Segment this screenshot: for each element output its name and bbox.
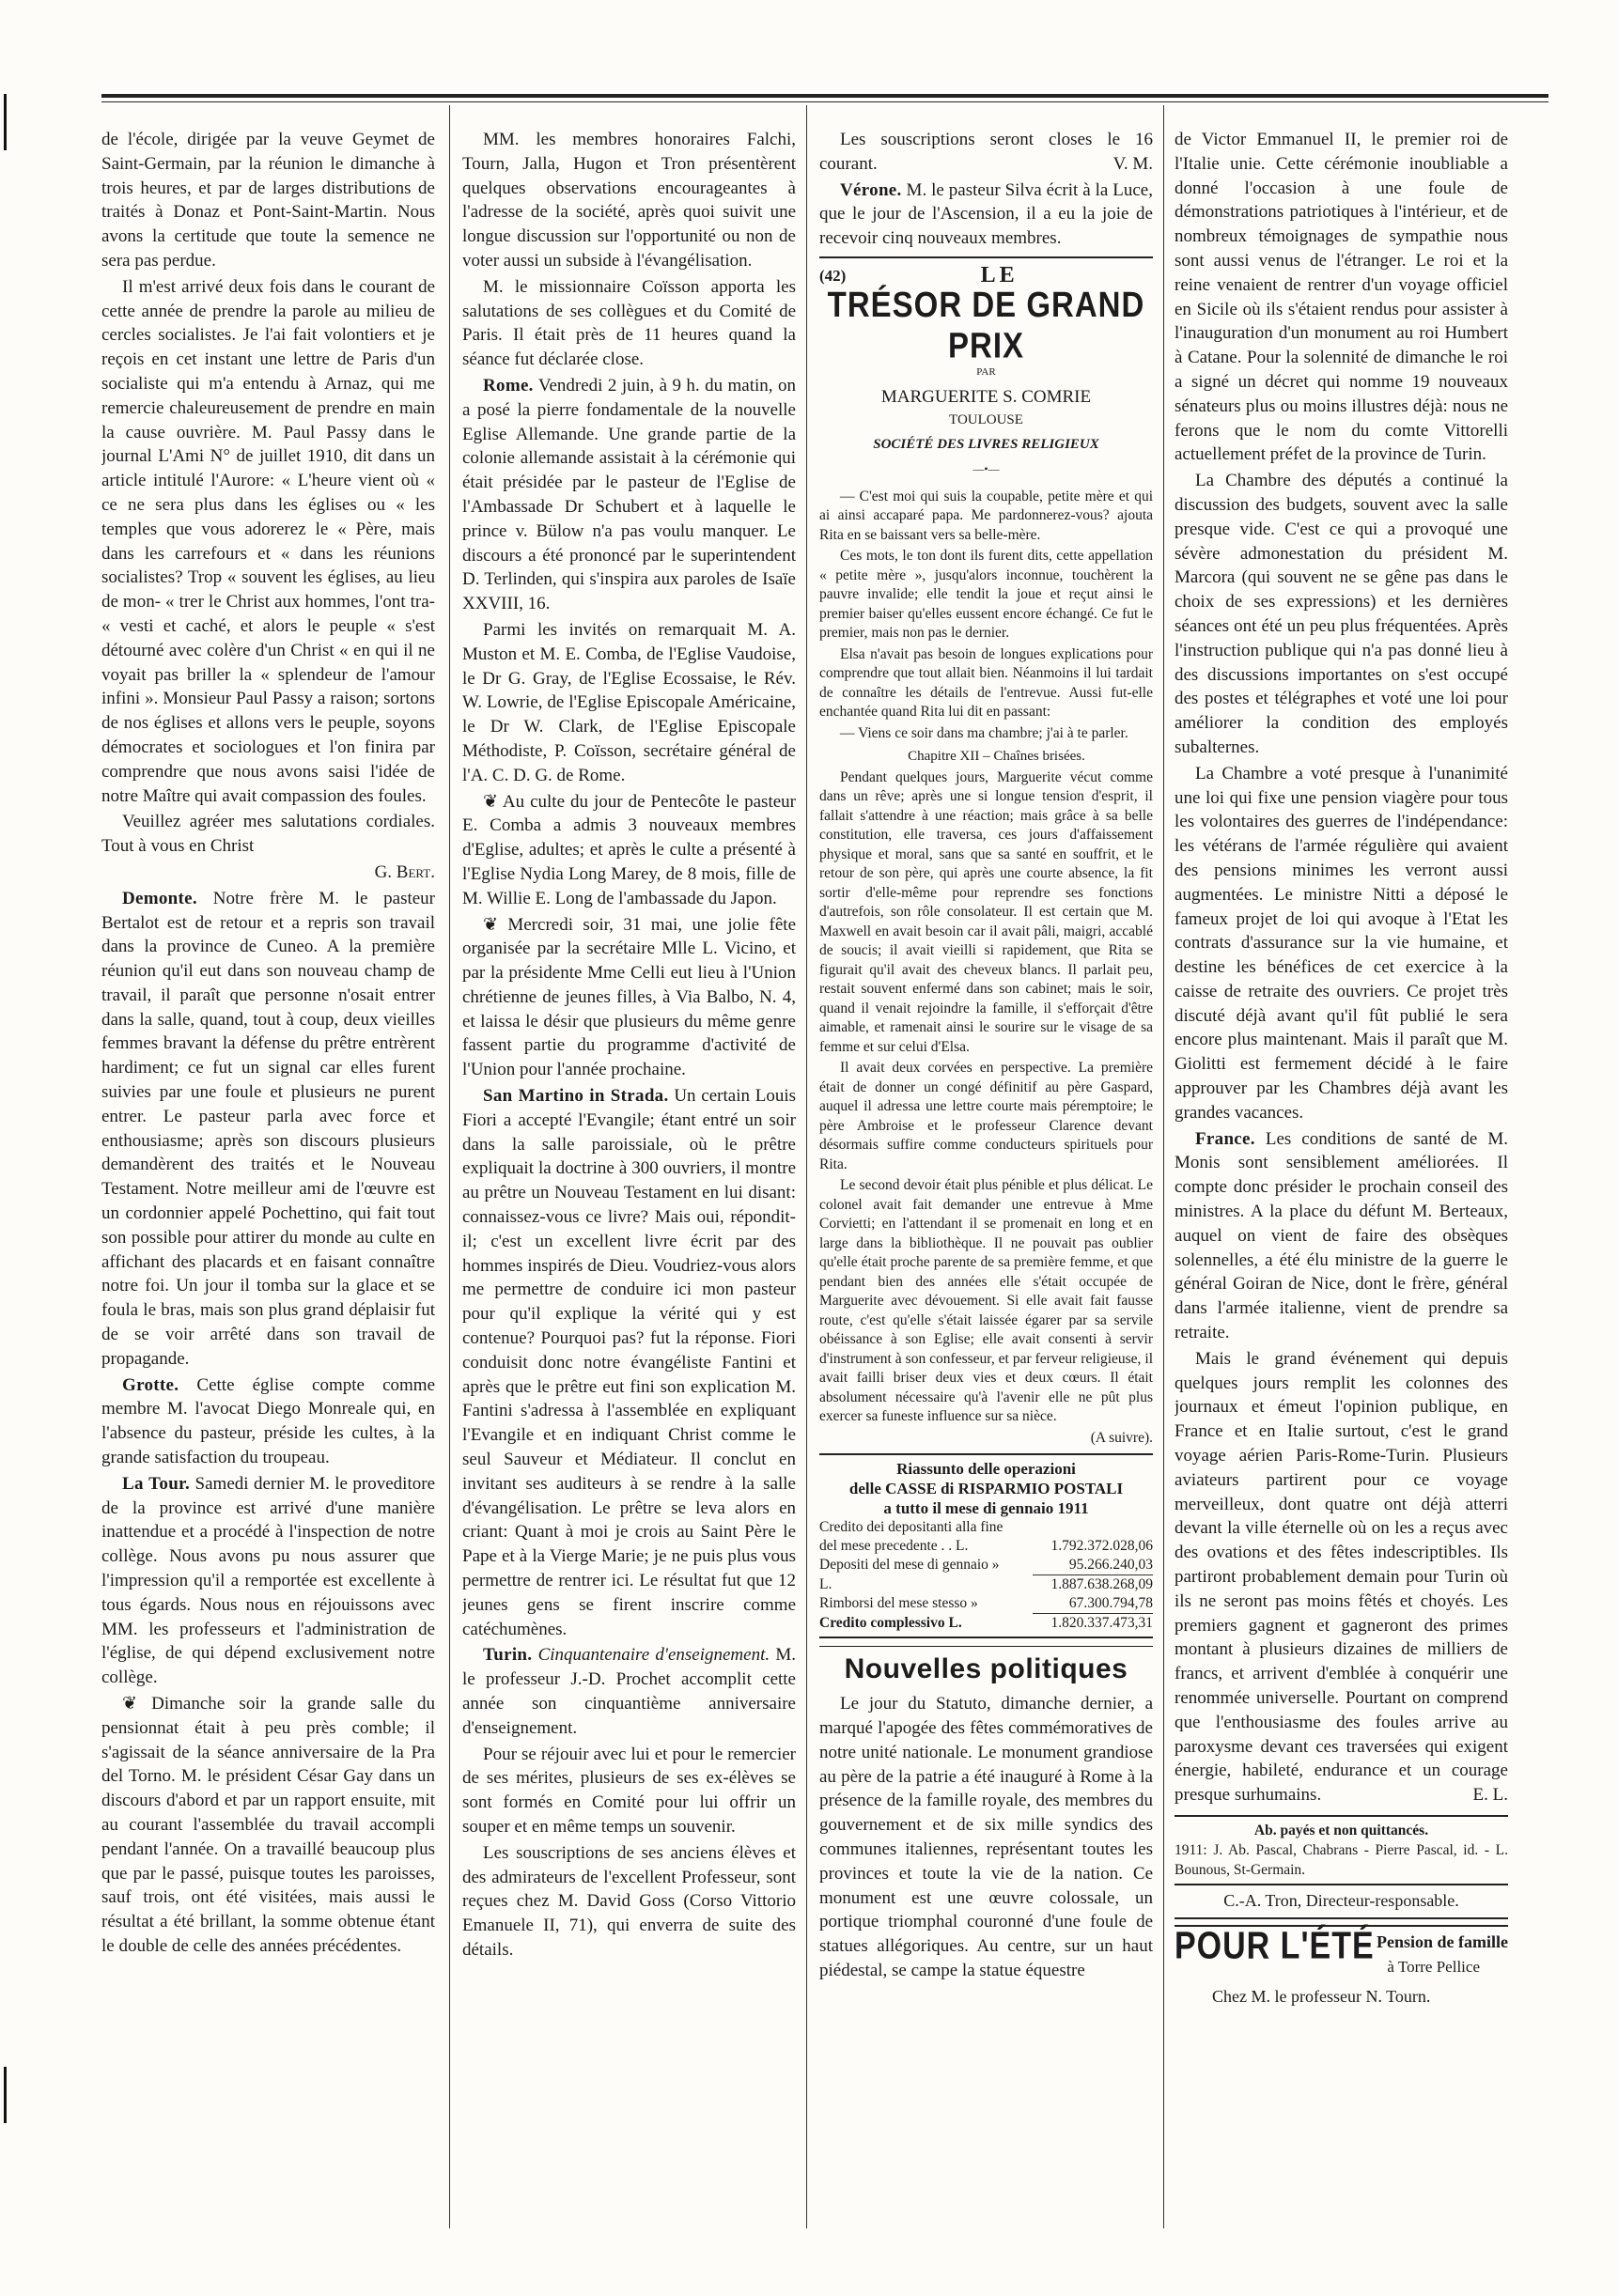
ledger-label: Depositi del mese di gennaio » (819, 1557, 1000, 1574)
column-1 (101, 128, 435, 2242)
fleuron-icon: ❦ (122, 1694, 137, 1714)
ad-contact: Chez M. le professeur N. Tourn. (1212, 1986, 1431, 2006)
feuilleton-city: TOULOUSE (949, 412, 1023, 428)
feuilleton-author: MARGUERITE S. COMRIE (880, 386, 1092, 407)
subscriptions-notice (1175, 1815, 1508, 1880)
column-2 (462, 128, 796, 2242)
to-be-continued: (A suivre). (1090, 1429, 1153, 1446)
top-rule (101, 94, 1548, 98)
paragraph: MM. les membres honoraires Falchi, Tourn, Jalla, Hugon et Tron présentèrent quelques observations encourageantes à l'adresse de la société, après quoi suivit une longue discussion sur l'opportunité ou non de voter aussi un subside à l'évangélisation. (462, 130, 796, 271)
place-name: San Martino in Strada. (483, 1086, 669, 1107)
ledger-value: 95.266.240,03 (1068, 1557, 1153, 1574)
news-text: Samedi dernier M. le proveditore de la province est arrivé d'une manière inattendue et a procédé à l'inspection de notre collège. Nous avons pu nous assurer que l'impression qu'il a remportée est excellente à tous égards. Nous nous en réjouissons avec MM. les professeurs et l'administration de l'église, de qui dépend exclusivement notre collège. (101, 1473, 435, 1688)
table-row (819, 1614, 1153, 1634)
column-divider (449, 105, 450, 2228)
news-item-la-tour (101, 1472, 435, 1690)
paragraph: M. le missionnaire Coïsson apporta les salutations de ses collègues et du Comité de Paris. Il était près de 11 heures quand la séance fut déclarée close. (462, 276, 796, 370)
news-text: Dimanche soir la grande salle du pensionnat était à peu près comble; il s'agissait de la séance anniversaire de la Pra del Torno. M. le président César Gay dans un discours d'abord et par un rapport ensuite, mit au courant l'assemblée du travail accompli pendant l'année. On a travaillé beaucoup plus que par le passé, puisque toutes les paroisses, sauf trois, ont été visitées, mais aussi le résultat a été brillant, la somme obtenue étant le double de celle des années précédentes. (101, 1694, 435, 1956)
table-row (819, 1556, 1153, 1575)
subheading: Cinquantenaire d'enseignement. (537, 1645, 770, 1666)
paragraph (462, 790, 796, 911)
table-row (819, 1594, 1153, 1614)
fleuron-icon: ❦ (483, 914, 498, 935)
ledger-value: 1.887.638.268,09 (1033, 1575, 1153, 1595)
paragraph (1175, 1347, 1508, 1807)
paragraph (462, 913, 796, 1083)
notice-text: 1911: J. Ab. Pascal, Chabrans - Pierre Pascal, id. - L. Bounous, St-Germain. (1175, 1841, 1508, 1878)
ledger-value: 67.300.794,78 (1068, 1595, 1153, 1612)
news-text: Vendredi 2 juin, à 9 h. du matin, on a posé la pierre fondamentale de la nouvelle Eglise Allemande. Une grande partie de la colonie allemande assistait à la cérémonie qui était présidée par le pasteur de l'Eglise de l'Ambassade Dr Schubert et à laquelle le prince v. Bülow n'a pas voulu manquer. Le discours a été prononcé par le superintendent D. Terlinden, qui s'inspira aux paroles de Isaïe XXVIII, 16. (462, 375, 796, 614)
ledger-label: del mese precedente . . L. (819, 1538, 969, 1555)
news-text: Cette église compte comme membre M. l'avocat Diego Monreale qui, en l'absence du pasteur, préside les cultes, à la grande satisfaction du troupeau. (101, 1374, 435, 1468)
paragraph (101, 1692, 435, 1959)
paragraph: — C'est moi qui suis la coupable, petite mère et qui ai ainsi accaparé papa. Me pardonnerez-vous? ajouta Rita en se baissant vers sa belle-mère. (819, 488, 1153, 543)
place-name: Vérone. (840, 179, 902, 200)
table-row (819, 1518, 1153, 1537)
paragraph: Il m'est arrivé deux fois dans le courant de cette année de prendre la parole au milieu de cercles socialistes. Je l'ai fait volontiers et je reçois en cet instant une lettre de Paris d'un socialiste qui m'a entendu à Arnaz, qui me remercie chaleureusement de prendre en main la cause ouvrière. M. Paul Passy dans le journal L'Ami N° de juillet 1910, dit dans un article intitulé l'Aurore: « L'heure vient où « ce ne sera plus dans les églises ou « les temples que vous adorerez le « Père, mais dans les carrefours et « dans les réunions socialistes? Trop « souvent les églises, au lieu de mon- « trer le Christ aux hommes, l'ont tra- « vesti et caché, et alors le peuple « s'est détourné avec colère d'un Christ « en qui il ne voyait pas briller la « splendeur de l'amour infini ». Monsieur Paul Passy a raison; sortons de nos églises et allons vers le peuple, soyons démocrates et sociologues et l'on finira par comprendre que nous avons saisi l'idée de notre Maître qui avait compassion des foules. (101, 276, 435, 806)
news-item-rome (462, 374, 796, 616)
paragraph: Le jour du Statuto, dimanche dernier, a marqué l'apogée des fêtes commémoratives de notre unité nationale. Le monument grandiose au père de la patrie a été inauguré à Rome à la présence de la famille royale, des membres du gouvernement et de six mille syndics des communes italiennes, représentant toutes les provinces et toute la vie de la nation. Ce monument est une œuvre colossale, un portique triomphal couronné d'une foule de statues allégoriques. Au centre, sur un haut piédestal, se campe la statue équestre (819, 1694, 1153, 1981)
place-name: Turin. (483, 1645, 533, 1666)
table-row (819, 1537, 1153, 1556)
paragraph: Veuillez agréer mes salutations cordiales. Tout à vous en Christ (101, 812, 435, 857)
place-name: Demonte. (122, 888, 197, 908)
place-name: France. (1195, 1128, 1255, 1149)
news-text: Les conditions de santé de M. Monis sont sensiblement améliorées. Il compte donc présider le prochain conseil des ministres. A la place du défunt M. Berteaux, auquel on vient de faire des obsèques solennelles, a été élu ministre de la guerre le général Goiran de Nice, dont le frère, général dans l'armée italienne, vient de prendre sa retraite. (1175, 1128, 1508, 1343)
column-divider (1163, 105, 1164, 2228)
signature: G. Bert. (374, 861, 435, 882)
feuilleton-header (819, 256, 1153, 482)
paragraph: Le second devoir était plus pénible et plus délicat. Le colonel avait fait demander une entrevue à Mme Corvietti; en l'attendant il se promenait en long et en large dans la bibliothèque. Il ne pouvait pas oublier qu'elle était proche parente de sa première femme, et que pendant bien des années elle s'était occupée de Marguerite avec dévouement. Si elle avait fait fausse route, c'est qu'elle s'était laissée égarer par sa servile obéissance à son Eglise; elle avait consenti à servir d'instrument à son confesseur, et par ferveur religieuse, il avait failli briser deux vies et deux cœurs. Il était absolument nécessaire qu'à l'avenir elle ne pût plus exercer sa funeste influence sur sa nièce. (819, 1177, 1153, 1425)
ledger-label: Credito complessivo L. (819, 1614, 962, 1631)
paragraph: Pour se réjouir avec lui et pour le remercier de ses mérites, plusieurs de ses ex-élèves se sont formés en Comité pour lui offrir un souper et en même temps un souvenir. (462, 1744, 796, 1837)
place-name: Rome. (483, 375, 534, 396)
ornament-icon: —•— (972, 461, 1000, 475)
news-text: Notre frère M. le pasteur Bertalot est de retour et a repris son travail dans la province de Cuneo. A la première réunion qu'il eut dans son nouveau champ de travail, il paraît que personne n'osait entrer dans la salle, quand, tout à coup, deux vieilles femmes bravant la défense du prêtre entrèrent hardiment; ce fut un signal car elles furent suivies par une foule et plusieurs ne purent entrer. Le pasteur parla avec force et enthousiasme; après son discours plusieurs demandèrent des traités et le Nouveau Testament. Notre meilleur ami de l'œuvre est un cordonnier appelé Pochettino, qui fait tout son possible pour attirer du monde au culte en affichant des placards et en faisant connaître notre foi. Un jour il tomba sur la glace et se foula le bras, mais son plus grand déplaisir fut de se voir arrêté dans son travail de propagande. (101, 888, 435, 1369)
feuilleton-article: LE (980, 262, 1019, 287)
paragraph: La Chambre des députés a continué la discussion des budgets, souvent avec la salle presque vide. C'est ce qui a provoqué une sévère admonestation du président M. Marcora (qui souvent ne se gêne pas dans le choix de ses expressions) et les dernières séances ont été un peu plus fréquentées. Après l'instruction publique qui n'a pas donné lieu à des discussions importantes on s'est occupé des postes et télégraphes et voté une loi pour améliorer la condition des employés subalternes. (1175, 471, 1508, 757)
news-item-grotte (101, 1373, 435, 1470)
ledger-label: Credito dei depositanti alla fine (819, 1519, 1003, 1536)
news-text: Au culte du jour de Pentecôte le pasteur E. Comba a admis 3 nouveaux membres d'Eglise, adultes; et après le culte a présenté à l'Eglise Nydia Long Marey, de 8 mois, fille de M. Willie E. Long de l'ambassade du Japon. (462, 791, 796, 908)
news-text: Un certain Louis Fiori a accepté l'Evangile; étant entré un soir dans la salle paroissiale, où le prêtre expliquait la doctrine à 300 ouvriers, il montre au prêtre un Nouveau Testament en lui disant: connaissez-vous ce livre? Mais oui, répondit-il; c'est un excellent livre écrit par des hommes inspirés de Dieu. Voudriez-vous alors me permettre de conduire ici mon pasteur pour qu'il explique la vérité qui y est contenue? Pourquoi pas? fut la réponse. Fiori conduisit donc notre évangéliste Fantini et après que le prêtre eut fini son explication M. Fantini s'adressa à l'assemblée en expliquant l'Evangile et en indiquant Christ comme le seul Sauveur et Médiateur. Il conclut en invitant ses auditeurs à se rendre à la salle d'évangélisation. Le prêtre se leva alors en criant: Quant à moi je crois au Saint Père le Pape et à la Vierge Marie; je ne puis plus vous permettre de rentrer ici. Le résultat fut que 12 jeunes gens se firent inscrire comme catéchumènes. (462, 1086, 796, 1639)
box-heading: a tutto il mese di gennaio 1911 (883, 1499, 1089, 1518)
column-3 (819, 128, 1153, 2242)
fleuron-icon: ❦ (483, 791, 498, 812)
margin-mark-top (4, 94, 13, 150)
advertisement (1175, 1925, 1508, 2009)
paragraph: de Victor Emmanuel II, le premier roi de l'Italie unie. Cette cérémonie inoubliable a donné l'occasion à une foule de démonstrations patriotiques à l'intérieur, et de nombreux témoignages de sympathie nous sont aussi venus de l'étranger. Le roi et la reine venaient de rentrer d'un voyage officiel en Sicile où ils s'étaient rendus pour assister à l'inauguration d'un monument au roi Humbert à Catane. Pour la solennité de dimanche le roi a signé un décret qui nomme 19 nouveaux sénateurs plus ou moins illustres déjà: nous ne ferons que le nom du comte Vittorelli actuellement préfet de la province de Turin. (1175, 130, 1508, 465)
feuilleton-title: TRÉSOR DE GRAND PRIX (827, 284, 1145, 365)
feuilleton-par: PAR (976, 365, 996, 378)
chapter-heading: Chapitre XII – Chaînes brisées. (908, 749, 1085, 765)
column-divider (806, 105, 807, 2228)
paragraph: Il avait deux corvées en perspective. La première était de donner un congé définitif au père Gaspard, auquel il adressa une lettre courte mais péremptoire; le père Ambroise et le professeur Clarence devant désormais suffire comme conducteurs spirituels pour Rita. (819, 1060, 1153, 1172)
paragraph: Parmi les invités on remarquait M. A. Muston et M. E. Comba, de l'Eglise Vaudoise, le Dr G. Gray, de l'Eglise Ecossaise, le Rév. W. Lowrie, de l'Eglise Episcopale Américaine, le Dr W. Clark, de l'Eglise Episcopale Méthodiste, P. Coïsson, secrétaire général de l'A. C. D. G. de Rome. (462, 619, 796, 785)
news-item-turin (462, 1643, 796, 1740)
paragraph: La Chambre a voté presque à l'unanimité une loi qui fixe une pension viagère pour tous les volontaires des guerres de l'indépendance: les vétérans de l'armée régulière qui avaient des pensions minimes les verront aussi augmentées. Le ministre Nitti a déposé le fameux projet de loi qui avoque à l'Etat les contrats d'assurance sur la vie humaine, et destine les bénéfices de cet exercice à la caisse de retraite des ouvriers. Ce projet très discuté déjà avant qu'il fût publié le sera encore plus maintenant. Mais il paraît que M. Giolitti est fermement décidé à le faire approuver par les Chambres déjà avant les grandes vacances. (1175, 763, 1508, 1123)
news-item-demonte (101, 887, 435, 1372)
ledger-table (819, 1518, 1153, 1633)
news-item-verone (819, 178, 1153, 251)
ledger-value: 1.820.337.473,31 (1033, 1614, 1153, 1634)
news-text: Les souscriptions seront closes le 16 courant. (819, 130, 1153, 174)
top-rule-thin (101, 101, 1548, 102)
ad-location: à Torre Pellice (1387, 1957, 1480, 1976)
ledger-value: 1.792.372.028,06 (1050, 1538, 1153, 1555)
paragraph: Ces mots, le ton dont ils furent dits, cette appellation « petite mère », jusqu'alors inconnue, touchèrent la pauvre invalide; elle tendit la joue et reçut ainsi le premier baiser qu'elles eussent encore échangé. Ce fut le premier, mais non pas le dernier. (819, 548, 1153, 642)
paragraph: Pendant quelques jours, Marguerite vécut comme dans un rêve; après une si longue tension d'esprit, il fallait s'attendre à une réaction; mais grâce à sa belle constitution, elle traversa, ces jours d'affaissement physique et moral, sans que sa santé en souffrit, et le retour de son père, qui après une courte absence, la fit sortir d'elle-même pour reprendre ses fonctions d'autrefois, son rôle consolateur. Il est certain que M. Maxwell en avait besoin car il avait pâli, maigri, accablé de soucis; il avait vieilli si rapidement, que Rita se figurait qu'il avait des cheveux blancs. Il parlait peu, restait souvent enfermé dans son cabinet; mais le soir, quand il venait rejoindre la famille, il s'efforçait d'être aimable, et ramenait ainsi le sourire sur le visage de sa femme et sur celui d'Elsa. (819, 768, 1153, 1055)
feuilleton-publisher: SOCIÉTÉ DES LIVRES RELIGIEUX (873, 437, 1099, 453)
ad-headline: POUR L'ÉTÉ (1175, 1924, 1375, 1967)
feuilleton-body (819, 488, 1153, 1449)
ad-title: Pension de famille (1377, 1931, 1508, 1951)
news-text: M. le professeur J.-D. Prochet accomplit cette année son cinquantième anniversaire d'enseignement. (462, 1645, 796, 1738)
paragraph: — Viens ce soir dans ma chambre; j'ai à te parler. (840, 724, 1128, 741)
news-text: Mercredi soir, 31 mai, une jolie fête organisée par la secrétaire Mlle L. Vicino, et par la présidente Mme Celli eut lieu à l'Union chrétienne de jeunes filles, à Via Balbo, N. 4, et laissa le désir que plusieurs du même genre fassent partie du programme d'activité de l'Union pour l'année prochaine. (462, 914, 796, 1080)
box-heading: delle CASSE di RISPARMIO POSTALI (848, 1480, 1124, 1498)
ledger-label: Rimborsi del mese stesso » (819, 1595, 978, 1612)
paragraph: de l'école, dirigée par la veuve Geymet de Saint-Germain, par la réunion le dimanche à trois heures, et par de larges distributions de traités à Donaz et Pont-Saint-Martin. Nous avons la certitude que toute la semence ne sera pas perdue. (101, 130, 435, 271)
ledger-label: L. (819, 1575, 832, 1592)
place-name: La Tour. (122, 1473, 191, 1494)
news-item-san-martino (462, 1084, 796, 1641)
news-text: Mais le grand événement qui depuis quelques jours remplit les colonnes des journaux et émeut l'opinion publique, en France et en Italie surtout, c'est le grand voyage aérien Paris-Rome-Turin. Plusieurs aviateurs partirent pour ce voyage merveilleux, dont quatre ont déjà atterri devant la ville éternelle où on les a reçus avec des ovations et des fêtes indescriptibles. Ils partiront probablement demain pour Turin où ils ne seront pas moins fêtés et choyés. Les premiers gagnent et gagneront des primes montant à plusieurs dizaines de milliers de francs, et arrivent d'emblée à conquérir une renommée universelle. Pourtant on comprend que l'enthousiasme des foules arrive au paroxysme devant ces traversées qui exigent énergie, habileté, endurance et un courage presque surhumains. (1175, 1348, 1508, 1806)
notice-heading: Ab. payés et non quittancés. (1253, 1822, 1429, 1838)
paragraph (819, 128, 1153, 177)
news-text: M. le pasteur Silva écrit à la Luce, que le jour de l'Ascension, il a eu la joie de recevoir cinq nouveaux membres. (819, 179, 1153, 249)
paragraph: Les souscriptions de ses anciens élèves et des admirateurs de l'excellent Professeur, sont reçues chez M. David Goss (Corso Vittorio Emanuele II, 71), qui enverra de suite des détails. (462, 1842, 796, 1960)
feuilleton-number: (42) (819, 266, 847, 285)
signature: E. L. (1472, 1785, 1508, 1806)
box-heading: Riassunto delle operazioni (896, 1460, 1076, 1479)
margin-mark-bottom (4, 2067, 13, 2123)
place-name: Grotte. (122, 1374, 179, 1395)
savings-bank-summary (819, 1453, 1153, 1638)
table-row (819, 1575, 1153, 1595)
section-title: Nouvelles politiques (819, 1646, 1153, 1688)
column-4 (1175, 128, 1508, 2242)
paragraph: Elsa n'avait pas besoin de longues explications pour comprendre que tout allait bien. Néanmoins il lui tardait de connaître les détails de l'entrevue. Aussi fut-elle enchantée quand Rita lui dit en passant: (819, 645, 1153, 721)
signature: V. M. (1112, 153, 1153, 174)
director-line: C.-A. Tron, Directeur-responsable. (1175, 1884, 1508, 1919)
news-item-france (1175, 1127, 1508, 1345)
